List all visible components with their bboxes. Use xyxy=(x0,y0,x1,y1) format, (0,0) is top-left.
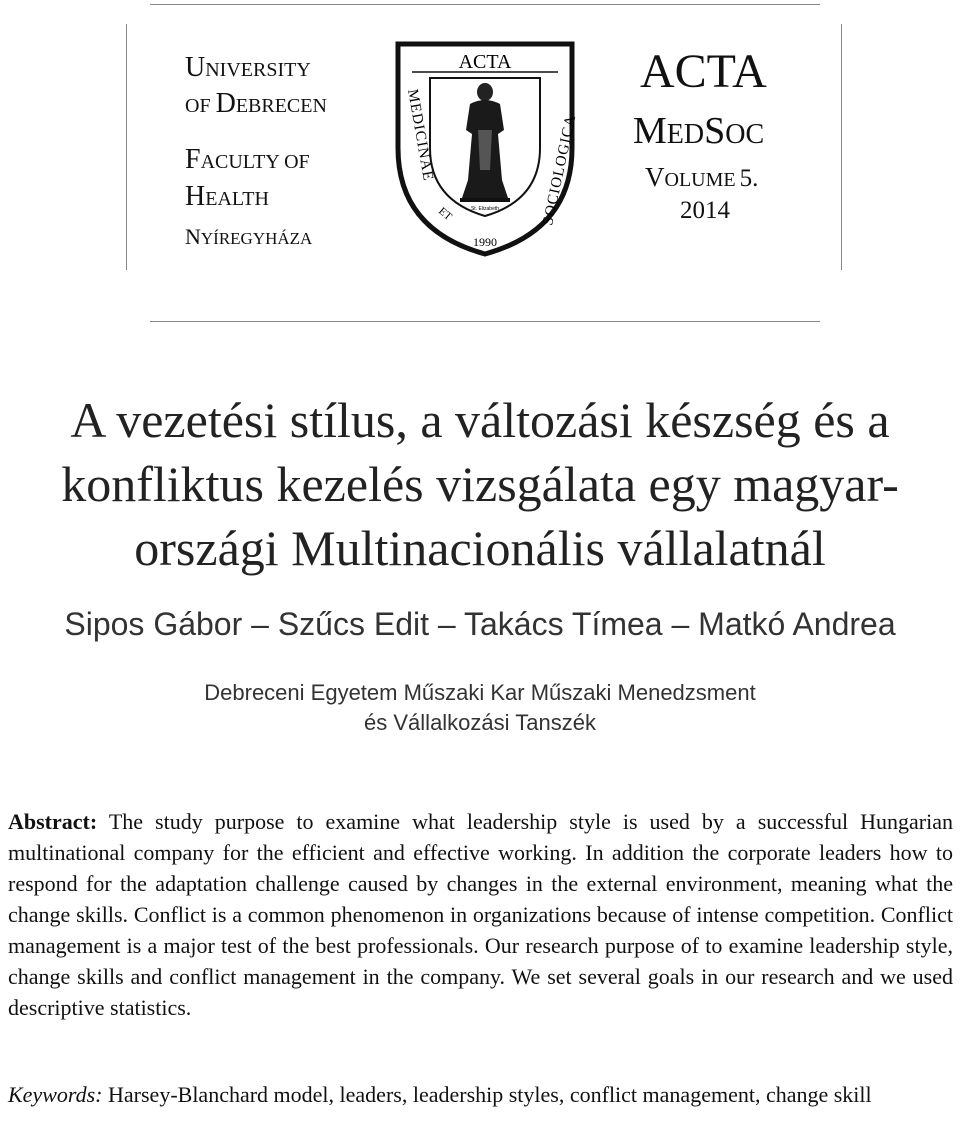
seal-year-text: 1990 xyxy=(473,235,497,249)
institution-line-city: NYÍREGYHÁZA xyxy=(185,224,313,249)
seal-sociologica-text: SOCIOLOGICA xyxy=(540,113,580,227)
affiliation-line: Debreceni Egyetem Műszaki Kar Műszaki Menedzsment xyxy=(204,680,756,705)
paper-title xyxy=(10,388,950,580)
abstract-paragraph xyxy=(8,806,953,1023)
keywords-label: Keywords: xyxy=(8,1082,103,1107)
journal-year: 2014 xyxy=(680,197,730,224)
seal-medicinae-text: MEDICINAE xyxy=(404,87,436,183)
journal-seal-emblem xyxy=(390,30,580,260)
paper-authors: Sipos Gábor – Szűcs Edit – Takács Tímea – Matkó Andrea xyxy=(64,606,896,642)
institution-line-faculty: FACULTY OF xyxy=(185,144,310,175)
affiliation-line: és Vállalkozási Tanszék xyxy=(364,710,596,735)
paper-title-line: konfliktus kezelés vizsgálata egy magyar- xyxy=(61,456,899,512)
institution-line-health: HEALTH xyxy=(185,181,269,212)
abstract-label: Abstract: xyxy=(8,809,98,834)
journal-medsoc-title: MEDSOC xyxy=(633,110,765,152)
keywords-paragraph xyxy=(8,1080,953,1110)
top-divider xyxy=(150,4,820,5)
abstract-text: The study purpose to examine what leadership style is used by a successful Hungarian multinational company for the efficient and effective working. In addition the corporate leaders how to respond for the adaptation challenge caused by changes in the external environment, meaning what the change skills. Conflict is a common phenomenon in organizations because of intense competition. Conflict management is a major test of the best professionals. Our research purpose of to examine leadership style, change skills and conflict management in the company. We set several goals in our research and we used descriptive statistics. xyxy=(8,809,953,1020)
paper-title-line: A vezetési stílus, a változási készség és a xyxy=(70,392,890,448)
header-bottom-divider xyxy=(150,321,820,322)
seal-et-text: ET xyxy=(436,205,455,223)
paper-title-line: országi Multinacionális vállalatnál xyxy=(134,520,826,576)
institution-line-debrecen: OF DEBRECEN xyxy=(185,88,327,119)
keywords-text: Harsey-Blanchard model, leaders, leadership styles, conflict management, change skill xyxy=(102,1082,872,1107)
right-vertical-divider xyxy=(841,24,842,270)
seal-acta-text: ACTA xyxy=(458,51,512,73)
institution-line-university: UNIVERSITY xyxy=(185,52,311,83)
saint-figure-icon xyxy=(460,83,510,202)
seal-figure-caption: St. Elizabeth xyxy=(470,206,500,212)
left-vertical-divider xyxy=(126,24,127,270)
journal-acta-title: ACTA xyxy=(640,45,767,98)
paper-affiliation xyxy=(0,678,960,738)
journal-volume: VOLUME 5. xyxy=(645,162,759,192)
